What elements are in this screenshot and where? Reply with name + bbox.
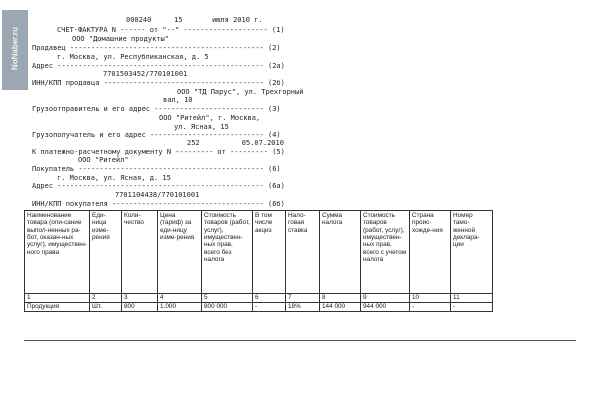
column-header: В том числе акциз <box>253 211 286 294</box>
watermark-badge <box>2 10 28 90</box>
column-header: Наименование товара (опи-сание выпол-ненных ра-бот, оказан-ных услуг), имуществен-ного права <box>25 211 90 294</box>
column-number: 3 <box>122 294 158 303</box>
invoice-day: 15 <box>174 16 183 24</box>
table-cell: Продукция <box>25 303 90 312</box>
table-cell: 800 <box>122 303 158 312</box>
column-header: Нало-говая ставка <box>286 211 320 294</box>
buyer-inn-value: 7701104438/770101001 <box>115 191 200 199</box>
column-number: 2 <box>90 294 122 303</box>
shipper-value-cont: вал, 10 <box>163 96 193 104</box>
table-cell: - <box>410 303 451 312</box>
column-number: 4 <box>158 294 202 303</box>
column-number: 7 <box>286 294 320 303</box>
bottom-rule <box>24 340 576 341</box>
table-header-row <box>25 211 493 294</box>
consignee-label: Грузополучатель и его адрес --------------------------- (4) <box>32 131 281 139</box>
invoice-table <box>24 210 493 312</box>
table-cell: 1.000 <box>158 303 202 312</box>
seller-inn-label: ИНН/КПП продавца -------------------------------------- (2б) <box>32 79 285 87</box>
column-number-row <box>25 294 493 303</box>
consignee-value: ООО "Ритейл", г. Москва, <box>159 114 261 122</box>
invoice-title-line: СЧЕТ-ФАКТУРА N ------ от "--" -------------------- (1) <box>57 26 285 34</box>
buyer-inn-label: ИНН/КПП покупателя ------------------------------------ (6б) <box>32 200 285 208</box>
table-cell: 144 000 <box>320 303 361 312</box>
column-header: Стоимость товаров (работ, услуг), имуществен-ных прав, всего без налога <box>202 211 253 294</box>
table-cell: Шт. <box>90 303 122 312</box>
column-number: 8 <box>320 294 361 303</box>
column-number: 1 <box>25 294 90 303</box>
column-header: Еди-ница изме-рения <box>90 211 122 294</box>
table-cell: 18% <box>286 303 320 312</box>
buyer-label: Покупатель -------------------------------------------- (6) <box>32 165 281 173</box>
seller-label: Продавец ---------------------------------------------- (2) <box>32 44 281 52</box>
table-cell: - <box>451 303 493 312</box>
shipper-label: Грузоотправитель и его адрес -------------------------- (3) <box>32 105 281 113</box>
buyer-value: ООО "Ритейл" <box>78 156 129 164</box>
invoice-number: 000240 <box>126 16 152 24</box>
table-cell: 800 000 <box>202 303 253 312</box>
seller-address-value: г. Москва, ул. Республиканская, д. 5 <box>57 53 209 61</box>
seller-name: ООО "Домашние продукты" <box>72 35 169 43</box>
column-header: Сумма налога <box>320 211 361 294</box>
column-header: Коли-чество <box>122 211 158 294</box>
column-number: 11 <box>451 294 493 303</box>
column-number: 6 <box>253 294 286 303</box>
address-label: Адрес ------------------------------------------------- (2а) <box>32 62 285 70</box>
column-header: Страна проис-хожде-ния <box>410 211 451 294</box>
table-row <box>25 303 493 312</box>
table-cell: - <box>253 303 286 312</box>
seller-inn-value: 7701503452/770101001 <box>103 70 188 78</box>
column-number: 10 <box>410 294 451 303</box>
table-cell: 944 000 <box>361 303 410 312</box>
payment-doc-value: 252 05.07.2010 <box>187 139 284 147</box>
payment-doc-label: К платежно-расчетному документу N --------- от --------- (5) <box>32 148 285 156</box>
column-header: Стоимость товаров (работ, услуг), имуществен-ных прав, всего с учетом налога <box>361 211 410 294</box>
invoice-month-year: июля 2010 г. <box>212 16 263 24</box>
buyer-address-value: г. Москва, ул. Ясная, д. 15 <box>57 174 171 182</box>
shipper-value: ООО "ТД Парус", ул. Трехгорный <box>177 88 304 96</box>
column-number: 9 <box>361 294 410 303</box>
column-number: 5 <box>202 294 253 303</box>
buyer-address-label: Адрес ------------------------------------------------- (6а) <box>32 182 285 190</box>
column-header: Номер тамо-женной деклара-ции <box>451 211 493 294</box>
column-header: Цена (тариф) за еди-ницу изме-рения <box>158 211 202 294</box>
consignee-value-cont: ул. Ясная, 15 <box>174 123 229 131</box>
watermark-text: NoNaber.ru <box>10 26 20 71</box>
